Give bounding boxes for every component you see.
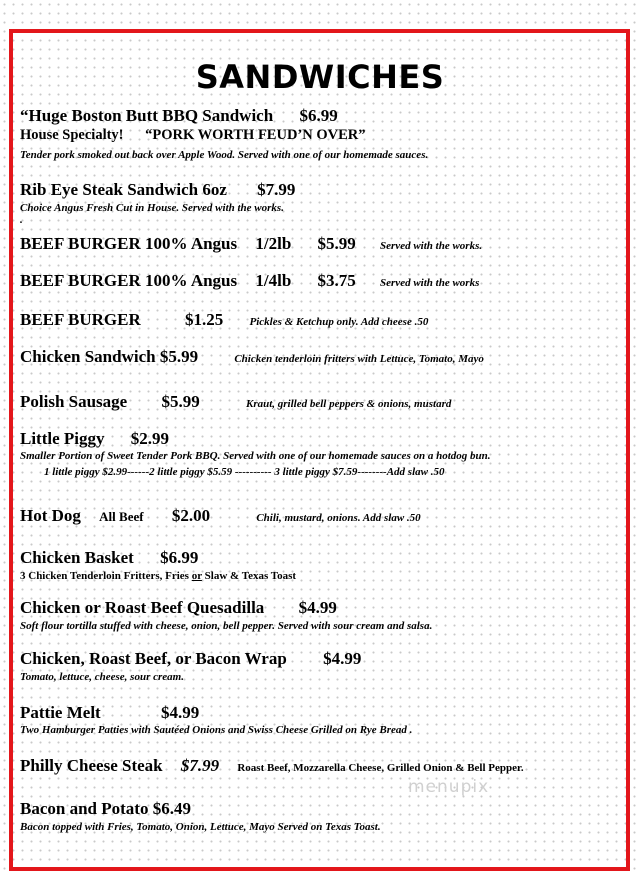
item-price: $6.99: [160, 548, 199, 567]
pattie-melt-heading: [20, 703, 199, 723]
boston-butt-specialty: [20, 127, 366, 144]
hot-dog-heading: [20, 506, 421, 526]
item-name: Rib Eye Steak Sandwich 6oz: [20, 180, 227, 199]
item-name: BEEF BURGER 100% Angus: [20, 271, 238, 290]
item-name: Pattie Melt: [20, 703, 101, 722]
chicken-basket-description: [20, 570, 296, 582]
philly-cheese-steak-heading: [20, 756, 524, 776]
item-note: Kraut, grilled bell peppers & onions, mustard: [245, 398, 452, 410]
item-price: $1.25: [185, 310, 224, 329]
item-price: $3.75: [317, 271, 356, 290]
bacon-potato-description: Bacon topped with Fries, Tomato, Onion, Lettuce, Mayo Served on Texas Toast.: [20, 821, 381, 833]
ribeye-dot: .: [20, 214, 23, 226]
specialty-tagline: “PORK WORTH FEUD’N OVER”: [145, 127, 366, 143]
item-size: 1/4lb: [255, 271, 292, 290]
little-piggy-description: Smaller Portion of Sweet Tender Pork BBQ. Served with one of our homemade sauces on a hotdog bun.: [20, 450, 491, 462]
item-note: Served with the works.: [380, 240, 483, 252]
item-name: Chicken, Roast Beef, or Bacon Wrap: [20, 649, 287, 668]
chicken-sandwich-heading: [20, 347, 484, 367]
chicken-basket-heading: [20, 548, 198, 568]
item-note: Served with the works: [380, 277, 480, 289]
beef-burger-heading: [20, 310, 428, 330]
beef-burger-quarter-heading: [20, 271, 479, 291]
pattie-melt-description: Two Hamburger Patties with Sautéed Onions and Swiss Cheese Grilled on Rye Bread .: [20, 724, 413, 736]
bacon-potato-heading: [20, 799, 191, 819]
polish-sausage-heading: [20, 392, 451, 412]
specialty-label: House Specialty!: [20, 127, 124, 143]
item-price: $2.00: [171, 506, 211, 525]
wrap-heading: [20, 649, 361, 669]
item-name: BEEF BURGER: [20, 310, 141, 329]
item-price: $2.99: [130, 429, 170, 448]
item-name-price: Bacon and Potato $6.49: [20, 799, 191, 818]
item-name: Philly Cheese Steak: [20, 756, 163, 775]
item-name: Chicken Basket: [20, 548, 134, 567]
item-price: $4.99: [323, 649, 362, 668]
item-subtitle: All Beef: [99, 509, 144, 524]
item-price: $6.99: [299, 106, 338, 125]
item-name: Hot Dog: [20, 506, 81, 525]
item-price: $5.99: [317, 234, 356, 253]
item-price: $4.99: [160, 703, 200, 722]
item-price: $7.99: [257, 180, 296, 199]
quesadilla-heading: [20, 598, 337, 618]
item-name: Polish Sausage: [20, 392, 128, 411]
item-name: BEEF BURGER 100% Angus: [20, 234, 238, 253]
watermark-logo: menupix: [408, 777, 490, 797]
boston-butt-heading: [20, 106, 338, 126]
wrap-description: Tomato, lettuce, cheese, sour cream.: [20, 671, 184, 683]
description-part: Slaw & Texas Toast: [201, 570, 297, 582]
item-name: Chicken or Roast Beef Quesadilla: [20, 598, 265, 617]
item-note: Pickles & Ketchup only. Add cheese .50: [249, 316, 429, 328]
description-part: 3 Chicken Tenderloin Fritters, Fries: [20, 570, 192, 582]
item-price: $4.99: [298, 598, 337, 617]
item-size: 1/2lb: [255, 234, 292, 253]
boston-butt-description: Tender pork smoked out back over Apple Wood. Served with one of our homemade sauces.: [20, 149, 429, 161]
item-note: Roast Beef, Mozzarella Cheese, Grilled Onion & Bell Pepper.: [237, 762, 524, 774]
description-or: or: [191, 570, 202, 582]
item-name: “Huge Boston Butt BBQ Sandwich: [20, 106, 274, 125]
item-name: Little Piggy: [20, 429, 105, 448]
little-piggy-heading: [20, 429, 169, 449]
item-price: $7.99: [180, 756, 220, 775]
ribeye-heading: [20, 180, 295, 200]
item-note: Chili, mustard, onions. Add slaw .50: [256, 512, 421, 524]
menu-title: SANDWICHES: [195, 58, 445, 96]
beef-burger-half-heading: [20, 234, 482, 254]
item-name-price: Chicken Sandwich $5.99: [20, 347, 199, 366]
little-piggy-pricing: 1 little piggy $2.99------2 little piggy $5.59 ---------- 3 little piggy $7.59--------Add slaw .50: [44, 466, 445, 478]
ribeye-description: Choice Angus Fresh Cut in House. Served with the works.: [20, 202, 284, 214]
item-price: $5.99: [161, 392, 200, 411]
quesadilla-description: Soft flour tortilla stuffed with cheese, onion, bell pepper. Served with sour cream and salsa.: [20, 620, 433, 632]
item-note: Chicken tenderloin fritters with Lettuce, Tomato, Mayo: [234, 353, 484, 365]
